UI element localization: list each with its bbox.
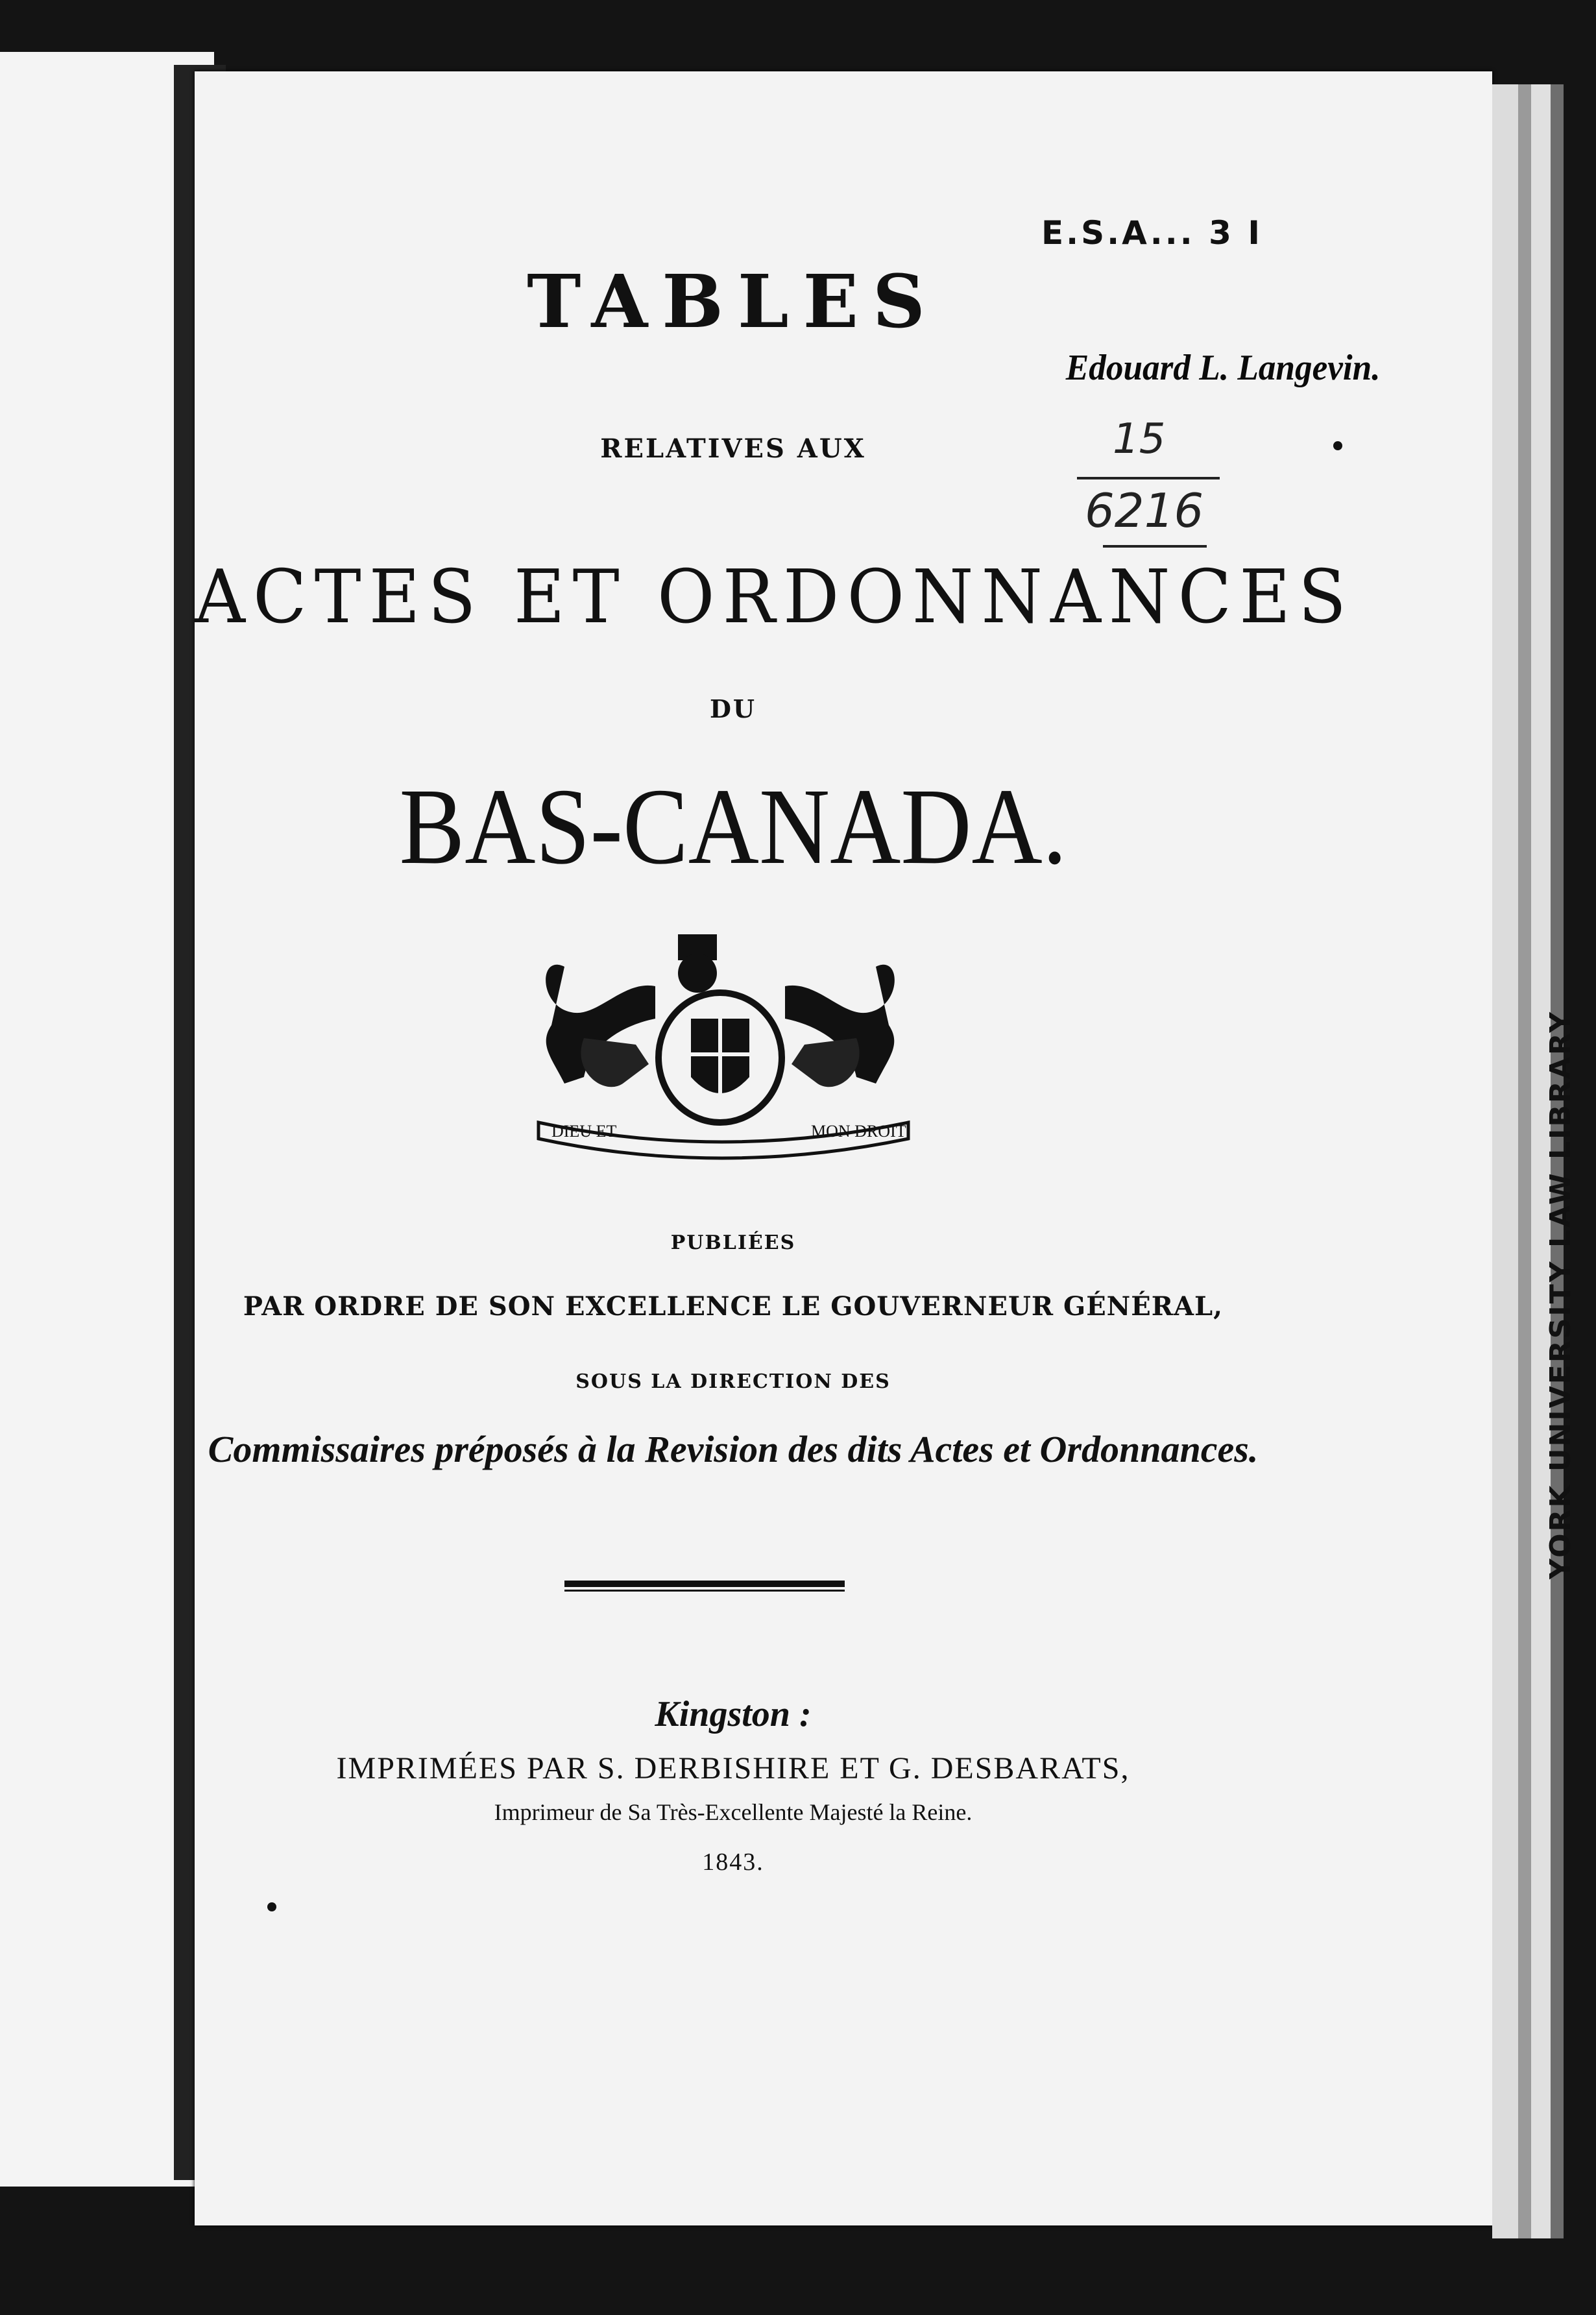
direction-line: SOUS LA DIRECTION DES [575,1370,891,1393]
divider-rule [564,1581,845,1587]
handwritten-call-number: 6216 [1085,483,1204,538]
handwritten-underline [1077,477,1220,479]
spine-label [1542,954,1580,1635]
imprint-printers: IMPRIMÉES PAR S. DERBISHIRE ET G. DESBARATS, [336,1751,1130,1786]
page-edge [1518,84,1531,2238]
connector-text: DU [709,694,757,723]
handwritten-number: 15 [1113,415,1166,463]
motto-right: MON DROIT [811,1122,906,1141]
main-title: ACTES ET ORDONNANCES [195,554,1354,640]
handwritten-underline [1103,545,1207,548]
motto-left: DIEU ET [551,1122,617,1141]
royal-coat-of-arms [526,928,915,1161]
page-title: TABLES [527,260,939,345]
subtitle: RELATIVES AUX [600,433,866,464]
divider-rule-thin [564,1590,845,1592]
library-stamp: E.S.A... 3 I [1041,214,1263,252]
commissioners-line: Commissaires préposés à la Revision des dits Actes et Ordonnances. [208,1428,1259,1470]
imprint-city: Kingston : [655,1694,812,1734]
place-title: BAS-CANADA. [399,766,1067,887]
ink-dot [1333,441,1342,450]
published-label: PUBLIÉES [670,1231,796,1254]
ink-dot [267,1902,276,1911]
page-edge [1492,84,1518,2238]
imprint-year: 1843. [702,1848,764,1876]
imprint-printer-role: Imprimeur de Sa Très-Excellente Majesté la Reine. [494,1799,973,1825]
order-line: PAR ORDRE DE SON EXCELLENCE LE GOUVERNEUR GÉNÉRAL, [243,1291,1224,1322]
spine-label-text: YORK UNIVERSITY LAW LIBRARY [1544,1010,1578,1579]
owner-signature: Edouard L. Langevin. [1065,348,1381,388]
